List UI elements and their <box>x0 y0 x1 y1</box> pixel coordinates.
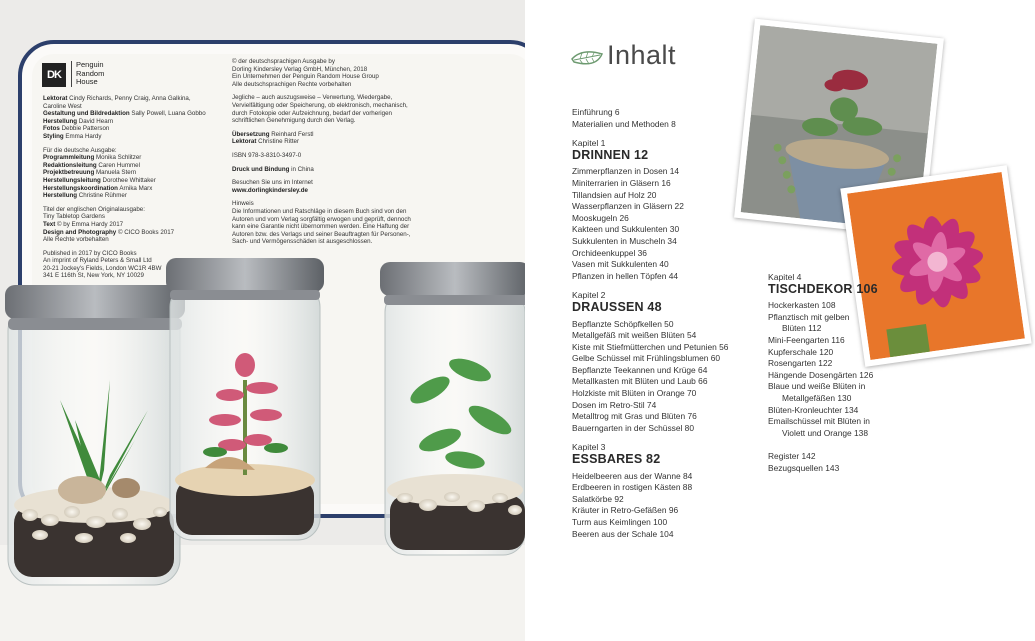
publisher-name: Penguin Random House <box>71 61 104 87</box>
imprint-label: Herstellung <box>43 192 78 200</box>
imprint-line <box>232 73 502 81</box>
toc-entry[interactable]: Wasserpflanzen in Gläsern 22 <box>572 201 684 212</box>
imprint-text: durch Fotokopie oder Aufzeichnung, bedarf der vorherigen <box>232 109 392 117</box>
toc-entry[interactable]: Metallkasten mit Blüten und Laub 66 <box>572 376 708 387</box>
imprint-line <box>43 147 223 155</box>
imprint-text: Published in 2017 by CICO Books <box>43 249 137 257</box>
imprint-line <box>43 265 223 273</box>
imprint-line <box>43 95 223 103</box>
toc-entry[interactable]: Register 142 <box>768 451 816 462</box>
imprint-column-1 <box>43 95 223 280</box>
toc-entry[interactable]: Beeren aus der Schale 104 <box>572 528 674 539</box>
toc-entry[interactable]: Kupferschale 120 <box>768 346 834 357</box>
toc-entry[interactable]: Kräuter in Retro-Gefäßen 96 <box>572 505 679 516</box>
toc-entry[interactable]: Orchideenkuppel 36 <box>572 247 647 258</box>
imprint-line <box>232 187 502 195</box>
toc-entry[interactable]: Zimmerpflanzen in Dosen 14 <box>572 166 680 177</box>
imprint-line <box>232 66 502 74</box>
imprint-text: Titel der englischen Originalausgabe: <box>43 205 145 213</box>
toc-entry[interactable]: Bepflanzte Teekannen und Krüge 64 <box>572 364 708 375</box>
toc-entry[interactable]: Metalltrog mit Gras und Blüten 76 <box>572 411 697 422</box>
imprint-text: Für die deutsche Ausgabe: <box>43 146 117 154</box>
toc-column-1 <box>572 107 728 540</box>
imprint-line <box>232 94 502 102</box>
imprint-label: Lektorat <box>232 138 257 146</box>
imprint-text: 341 E 116th St, New York, NY 10029 <box>43 272 144 280</box>
imprint-line <box>232 110 502 118</box>
imprint-label: Redaktionsleitung <box>43 161 97 169</box>
imprint-label: Lektorat <box>43 95 68 102</box>
imprint-label: Gestaltung und Bildredaktion <box>43 110 130 118</box>
toc-entry[interactable]: Erdbeeren in rostigen Kästen 88 <box>572 482 693 493</box>
imprint-line <box>43 192 223 200</box>
imprint-text: in China <box>289 165 314 173</box>
imprint-text: Debbie Patterson <box>59 125 110 133</box>
imprint-text: © der deutschsprachigen Ausgabe by <box>232 58 335 65</box>
imprint-line <box>232 223 502 231</box>
imprint-label: Projektbetreuung <box>43 169 95 177</box>
imprint-line <box>43 229 223 237</box>
imprint-text: © CICO Books 2017 <box>116 228 175 236</box>
imprint-text: Die Informationen und Ratschläge in diesem Buch sind von den <box>232 207 407 215</box>
imprint-label: Übersetzung <box>232 130 270 138</box>
toc-entry[interactable]: Pflanzen in hellen Töpfen 44 <box>572 270 679 281</box>
imprint-text: Christine Ritter <box>256 138 300 146</box>
imprint-text: Caren Hummel <box>96 161 140 169</box>
imprint-line <box>43 236 223 244</box>
imprint-text: Monika Schlitzer <box>94 154 142 162</box>
jar-right <box>380 262 525 555</box>
chapter-title[interactable]: ESSBARES 82 <box>572 452 661 467</box>
imprint-text: schriftlichen Genehmigung durch den Verlag. <box>232 117 356 125</box>
imprint-text: Alle Rechte vorbehalten <box>43 236 109 244</box>
toc-entry[interactable]: Sukkulenten in Muscheln 34 <box>572 235 677 246</box>
toc-entry[interactable]: Hängende Dosengärten 126 <box>768 369 874 380</box>
toc-entry[interactable]: Pflanztisch mit gelben <box>768 311 850 322</box>
imprint-label: Styling <box>43 132 64 140</box>
imprint-line <box>43 177 223 185</box>
imprint-line <box>43 272 223 280</box>
imprint-text: Emma Hardy <box>63 132 102 140</box>
toc-entry[interactable]: Metallgefäß mit weißen Blüten 54 <box>572 330 697 341</box>
imprint-text: Vervielfältigung oder Speicherung, ob elektronisch, mechanisch, <box>232 101 408 109</box>
imprint-line <box>232 208 502 216</box>
imprint-line <box>43 206 223 214</box>
imprint-text: 20-21 Jockey's Fields, London WC1R 4BW <box>43 264 162 272</box>
imprint-line <box>43 154 223 162</box>
imprint-line <box>232 117 502 125</box>
imprint-label: Text <box>43 220 56 228</box>
imprint-column-2 <box>232 58 502 246</box>
imprint-text: kann eine Garantie nicht übernommen werden. Eine Haftung der <box>232 223 410 231</box>
imprint-line <box>43 257 223 265</box>
toc-entry[interactable]: Mini-Feengarten 116 <box>768 334 845 345</box>
imprint-line <box>232 81 502 89</box>
imprint-line <box>43 213 223 221</box>
imprint-text: Arnika Marx <box>117 184 153 192</box>
imprint-line <box>232 179 502 187</box>
spacer <box>768 439 878 451</box>
toc-entry[interactable]: Bezugsquellen 143 <box>768 462 840 473</box>
imprint-line <box>43 110 223 118</box>
imprint-text: © by Emma Hardy 2017 <box>55 220 124 228</box>
imprint-label: Programmleitung <box>43 154 95 162</box>
imprint-line <box>232 152 502 160</box>
toc-entry[interactable]: Gelbe Schüssel mit Frühlingsblumen 60 <box>572 353 721 364</box>
toc-entry[interactable]: Tillandsien auf Holz 20 <box>572 189 657 200</box>
jar-left <box>5 285 185 585</box>
toc-entry[interactable]: Salatkörbe 92 <box>572 493 624 504</box>
imprint-text: Besuchen Sie uns im Internet <box>232 179 313 187</box>
imprint-line <box>232 231 502 239</box>
imprint-line <box>43 185 223 193</box>
imprint-line <box>43 103 223 111</box>
imprint-line <box>43 169 223 177</box>
imprint-text: David Hearn <box>77 117 114 125</box>
imprint-line <box>232 216 502 224</box>
toc-entry[interactable]: Bauerngarten in der Schüssel 80 <box>572 422 694 433</box>
imprint-line <box>232 166 502 174</box>
imprint-line <box>232 102 502 110</box>
imprint-label: Herstellungskoordination <box>43 184 118 192</box>
imprint-text: Reinhard Ferstl <box>269 130 314 138</box>
imprint-label: www.dorlingkindersley.de <box>232 186 308 194</box>
imprint-text: Autoren und vom Verlag sorgfältig erwogen und geprüft, dennoch <box>232 215 411 223</box>
toc-entry[interactable]: Kakteen und Sukkulenten 30 <box>572 224 680 235</box>
toc-entry[interactable]: Einführung 6 <box>572 107 620 117</box>
imprint-text: Sally Powell, Luana Gobbo <box>129 110 206 118</box>
toc-entry[interactable]: Vasen mit Sukkulenten 40 <box>572 259 669 270</box>
imprint-line <box>43 162 223 170</box>
contents-title: Inhalt <box>607 40 677 70</box>
imprint-line <box>232 200 502 208</box>
toc-entry[interactable]: Blaue und weiße Blüten in <box>768 381 866 392</box>
toc-entry[interactable]: Holzkiste mit Blüten in Orange 70 <box>572 388 697 399</box>
imprint-label: Herstellungsleitung <box>43 176 101 184</box>
toc-entry[interactable]: Rosengarten 122 <box>768 358 833 369</box>
leaf-icon <box>570 48 604 70</box>
imprint-label: Fotos <box>43 125 60 133</box>
imprint-text: Hinweis <box>232 200 254 208</box>
imprint-line <box>232 131 502 139</box>
toc-entry[interactable]: Miniterrarien in Gläsern 16 <box>572 177 671 188</box>
toc-column-2 <box>768 264 878 475</box>
imprint-line <box>232 58 502 66</box>
imprint-text: Tiny Tabletop Gardens <box>43 213 105 221</box>
toc-entry[interactable]: Bepflanzte Schöpfkellen 50 <box>572 318 674 329</box>
imprint-text: Caroline West <box>43 102 82 110</box>
imprint-label: Design and Photography <box>43 228 117 236</box>
imprint-text: Cindy Richards, Penny Craig, Anna Galkina, <box>67 95 191 102</box>
toc-entry[interactable]: Metallgefäßen 130 <box>782 392 852 403</box>
toc-entry[interactable]: Turm aus Keimlingen 100 <box>572 517 668 527</box>
chapter-title[interactable]: TISCHDEKOR 106 <box>768 281 878 296</box>
imprint-text: Jegliche – auch auszugsweise – Verwertung, Wiedergabe, <box>232 94 393 102</box>
toc-entry[interactable]: Materialien und Methoden 8 <box>572 118 676 129</box>
toc-entry[interactable]: Blüten-Kronleuchter 134 <box>768 404 859 415</box>
toc-entry[interactable]: Blüten 112 <box>782 323 822 334</box>
imprint-line <box>43 125 223 133</box>
chapter-label: Kapitel 3 <box>572 442 606 453</box>
imprint-label: Herstellung <box>43 117 78 125</box>
imprint-line <box>43 221 223 229</box>
imprint-line <box>43 250 223 258</box>
dk-logo: DK <box>42 63 66 87</box>
imprint-line <box>43 133 223 141</box>
imprint-text: Sach- und Vermögensschäden ist ausgeschlossen. <box>232 238 373 246</box>
imprint-text: An imprint of Ryland Peters & Small Ltd <box>43 257 152 265</box>
imprint-line <box>43 118 223 126</box>
imprint-text: Dorling Kindersley Verlag GmbH, München, 2018 <box>232 65 368 73</box>
chapter-label: Kapitel 4 <box>768 272 802 282</box>
toc-entry[interactable]: Heidelbeeren aus der Wanne 84 <box>572 470 693 481</box>
imprint-label: Druck und Bindung <box>232 165 290 173</box>
toc-entry[interactable]: Mooskugeln 26 <box>572 212 629 223</box>
toc-entry[interactable]: Kiste mit Stiefmütterchen und Petunien 56 <box>572 341 729 352</box>
imprint-text: Dorothee Whittaker <box>100 176 156 184</box>
imprint-text: ISBN 978-3-8310-3497-0 <box>232 151 302 159</box>
chapter-title[interactable]: DRINNEN 12 <box>572 147 649 162</box>
jar-middle <box>166 258 324 540</box>
toc-entry[interactable]: Emailschüssel mit Blüten in <box>768 416 870 427</box>
toc-entry[interactable]: Violett und Orange 138 <box>782 427 868 438</box>
imprint-line <box>232 138 502 146</box>
imprint-text: Alle deutschsprachigen Rechte vorbehalten <box>232 80 352 88</box>
imprint-text: Ein Unternehmen der Penguin Random House Group <box>232 73 379 81</box>
imprint-text: Christine Rühmer <box>77 192 127 200</box>
chapter-title[interactable]: DRAUSSEN 48 <box>572 299 662 314</box>
chapter-label: Kapitel 2 <box>572 290 606 301</box>
toc-entry[interactable]: Dosen im Retro-Stil 74 <box>572 399 657 410</box>
chapter-label: Kapitel 1 <box>572 138 606 149</box>
imprint-text: Manuela Stern <box>94 169 137 177</box>
imprint-text: Autoren bzw. des Verlags und seiner Beauftragten für Personen-, <box>232 230 411 238</box>
toc-entry[interactable]: Hockerkasten 108 <box>768 300 836 311</box>
imprint-line <box>232 238 502 246</box>
